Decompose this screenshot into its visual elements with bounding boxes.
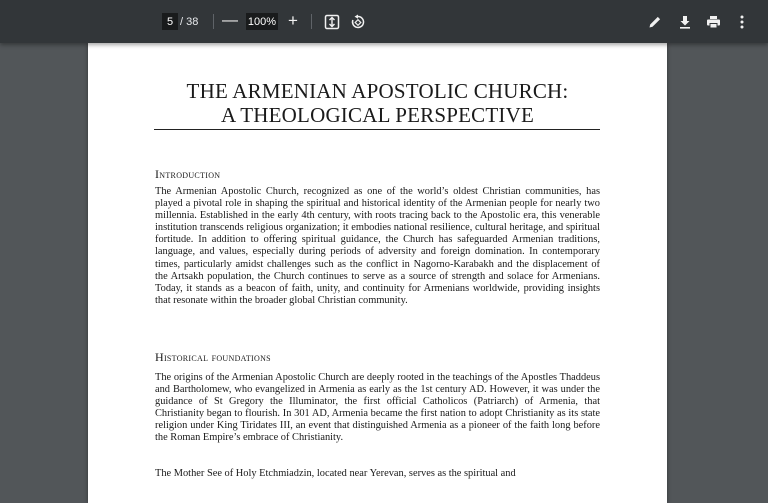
document-title-line-1: THE ARMENIAN APOSTOLIC CHURCH:: [186, 79, 569, 103]
zoom-level-input[interactable]: 100%: [246, 13, 278, 30]
pdf-page: [88, 43, 667, 503]
download-icon[interactable]: [675, 12, 695, 32]
fit-to-page-icon[interactable]: [322, 12, 342, 32]
pencil-icon[interactable]: [645, 12, 665, 32]
page-total: / 38: [180, 15, 199, 28]
zoom-out-button[interactable]: —: [222, 12, 238, 29]
toolbar-divider: [213, 14, 214, 29]
zoom-in-button[interactable]: +: [288, 11, 298, 30]
cutoff-paragraph: The Mother See of Holy Etchmiadzin, located near Yerevan, serves as the spiritual and: [155, 468, 516, 479]
more-vertical-icon[interactable]: [732, 12, 752, 32]
section-body-historical-foundations: The origins of the Armenian Apostolic Church are deeply rooted in the teachings of the Apostles Thaddeus and Bartholomew, who evangelized in Armenia as early as the 1st century AD. However, it was under the guidance of St Gregory the Illuminator, the first official Catholicos (Patriarch) of Armenia, that Christianity began to flourish. In 301 AD, Armenia became the first nation to adopt Christianity as its state religion under King Tiridates III, an event that distinguished Armenia as a pioneer of the faith long before the Roman Empire’s embrace of Christianity.: [155, 372, 600, 444]
section-heading-historical-foundations: Historical foundations: [155, 350, 271, 364]
toolbar-divider: [311, 14, 312, 29]
rotate-icon[interactable]: [348, 12, 368, 32]
pdf-toolbar: [0, 0, 768, 43]
section-body-introduction: The Armenian Apostolic Church, recognized as one of the world’s oldest Christian communities, has played a pivotal role in shaping the spiritual and historical identity of the Armenian people for nearly two millennia. Established in the early 4th century, with roots tracing back to the Apostolic era, this venerable institution transcends religious organization; it embodies national resilience, cultural heritage, and spiritual fortitude. In addition to offering spiritual guidance, the Church has safeguarded Armenian traditions, language, and values, especially during periods of adversity and foreign domination. In contemporary times, particularly amidst challenges such as the conflict in Nagorno-Karabakh and the displacement of the Artsakh population, the Church continues to serve as a source of strength and solace for Armenians. Today, it stands as a beacon of faith, unity, and continuity for Armenians worldwide, providing insights that resonate within the broader global Christian community.: [155, 186, 600, 306]
section-heading-introduction: Introduction: [155, 167, 221, 181]
document-title-line-2: A THEOLOGICAL PERSPECTIVE: [220, 103, 534, 127]
title-rule: [154, 129, 600, 130]
print-icon[interactable]: [703, 12, 723, 32]
page-number-input[interactable]: 5: [162, 13, 178, 30]
